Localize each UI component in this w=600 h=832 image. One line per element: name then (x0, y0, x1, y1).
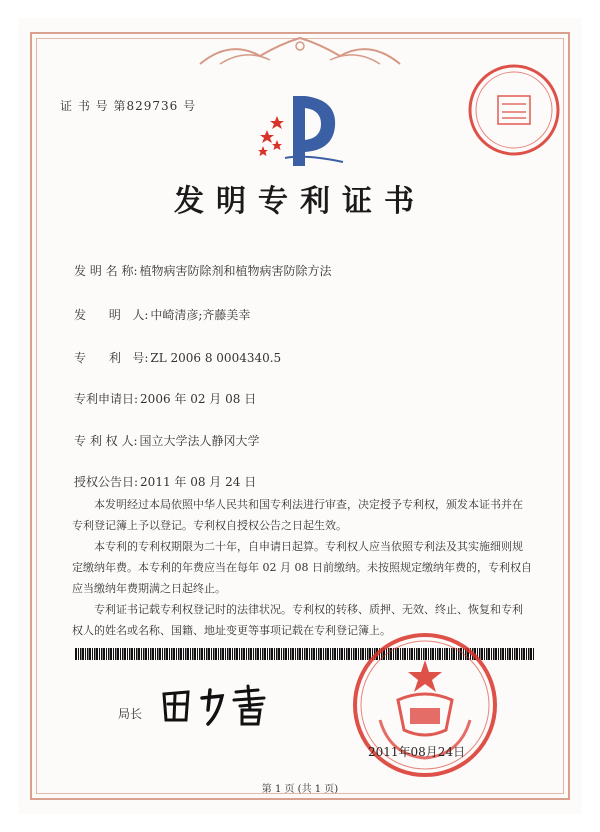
patent-number-field (74, 349, 281, 366)
certificate-number: 证 书 号 第829736 号 (60, 99, 197, 113)
body-paragraph: 本发明经过本局依照中华人民共和国专利法进行审查，决定授予专利权，颁发本证书并在专利登记簿上予以登记。专利权自授权公告之日起生效。 (72, 498, 523, 532)
certificate-title: 发明专利证书 (174, 184, 426, 219)
application-date-field (74, 390, 256, 407)
body-paragraph: 本专利的专利权期限为二十年，自申请日起算。专利权人应当依照专利法及其实施细则规定缴纳年费。本专利的年费应当在每年 02 月 08 日前缴纳。未按照规定缴纳年费的，专利权自应当缴纳年费期满之日起终止。 (72, 540, 532, 595)
page-number: 第 1 页 (共 1 页) (261, 784, 339, 795)
field-label: 专 利 号: (74, 351, 149, 365)
invention-name-field (74, 262, 332, 279)
field-label: 发 明 人: (74, 308, 149, 322)
inventor-field (74, 306, 250, 323)
stamp-duty-seal-icon (464, 60, 564, 160)
director-signature-icon (158, 680, 288, 730)
patentee-field (74, 432, 260, 449)
field-value: 中崎清彦;齐藤美幸 (150, 308, 251, 322)
top-ornament-icon (190, 34, 410, 68)
field-value: ZL 2006 8 0004340.5 (150, 351, 282, 365)
field-label: 专 利 权 人: (74, 434, 138, 448)
certificate-body (72, 494, 532, 641)
patent-office-logo-icon (255, 88, 350, 168)
field-value: 2011 年 08 月 24 日 (140, 475, 257, 489)
field-label: 专利申请日: (74, 392, 139, 406)
field-value: 国立大学法人静冈大学 (139, 434, 260, 448)
grant-date-field (74, 473, 256, 490)
field-label: 发 明 名 称: (74, 264, 138, 278)
field-value: 2006 年 02 月 08 日 (140, 392, 257, 406)
field-value: 植物病害防除剂和植物病害防除方法 (139, 264, 332, 278)
body-paragraph: 专利证书记载专利权登记时的法律状况。专利权的转移、质押、无效、终止、恢复和专利权人的姓名或名称、国籍、地址变更等事项记载在专利登记簿上。 (72, 603, 523, 637)
field-label: 授权公告日: (74, 475, 139, 489)
issue-date: 2011年08月24日 (368, 745, 466, 759)
director-label: 局长 (118, 707, 143, 721)
